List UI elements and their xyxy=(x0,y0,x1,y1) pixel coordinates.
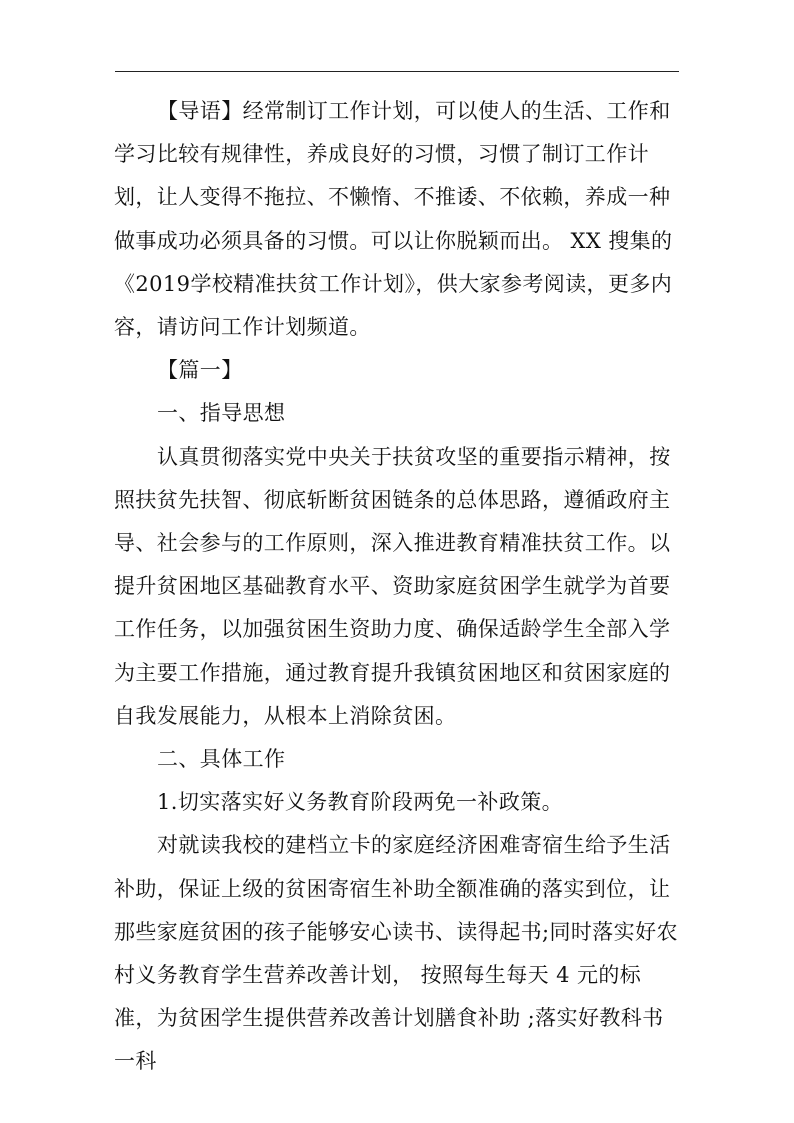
section-1-title: 一、指导思想 xyxy=(157,401,286,426)
document-body xyxy=(114,90,682,1084)
intro-paragraph: 【导语】经常制订工作计划，可以使人的生活、工作和学习比较有规律性，养成良好的习惯，习惯了制订工作计划，让人变得不拖拉、不懒惰、不推诿、不依赖，养成一种做事成功必须具备的习惯。可以让你脱颖而出。 XX 搜集的《2019学校精准扶贫工作计划》，供大家参考阅读，更多内容，请访问工作计划频道。 xyxy=(114,99,673,340)
item-1-title: 1.切实落实好义务教育阶段两免一补政策。 xyxy=(157,790,564,815)
item-1-body: 对就读我校的建档立卡的家庭经济困难寄宿生给予生活补助，保证上级的贫困寄宿生补助全额准确的落实到位，让那些家庭贫困的孩子能够安心读书、读得起书;同时落实好农村义务教育学生营养改善计划， 按照每生每天 4 元的标准，为贫困学生提供营养改善计划膳食补助 ;落实好教科书一科 xyxy=(114,833,678,1074)
part-label: 【篇一】 xyxy=(157,358,243,383)
section-2-title: 二、具体工作 xyxy=(157,747,286,772)
header-rule xyxy=(115,71,679,72)
section-1-body: 认真贯彻落实党中央关于扶贫攻坚的重要指示精神，按照扶贫先扶智、彻底斩断贫困链条的总体思路，遵循政府主导、社会参与的工作原则，深入推进教育精准扶贫工作。以提升贫困地区基础教育水平、资助家庭贫困学生就学为首要工作任务，以加强贫困生资助力度、确保适龄学生全部入学为主要工作措施，通过教育提升我镇贫困地区和贫困家庭的自我发展能力，从根本上消除贫困。 xyxy=(114,444,671,728)
